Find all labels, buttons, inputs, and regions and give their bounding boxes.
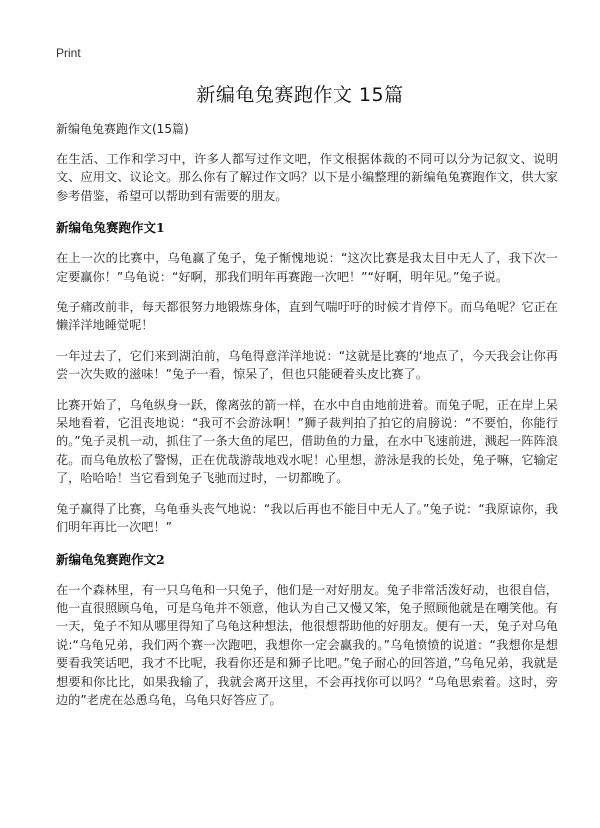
- section-1-paragraph-2: 兔子痛改前非，每天都很努力地锻炼身体，直到气喘吁吁的时候才肯停下。而乌龟呢？它正在懒洋洋地睡觉呢！: [56, 300, 558, 333]
- section-1-paragraph-5: 兔子赢得了比赛，乌龟垂头丧气地说：“我以后再也不能目中无人了。”兔子说：“我原谅你，我们明年再比一次吧！”: [56, 501, 558, 535]
- section-1-paragraph-4: 比赛开始了，乌龟纵身一跃，像离弦的箭一样，在水中自由地前进着。而兔子呢，正在岸上呆呆地看着，它沮丧地说：“我可不会游泳啊！”狮子裁判拍了拍它的肩膀说：“不要怕，你能行的。”兔子灵机一动，抓住了一条大鱼的尾巴，借助鱼的力量，在水中飞速前进，溅起一阵阵浪花。而乌龟放松了警惕，正在优哉游哉地戏水呢！心里想，游泳是我的长处，兔子嘛，它输定了，哈哈哈！当它看到兔子飞驰而过时，一切都晚了。: [56, 397, 558, 486]
- section-heading-2: 新编龟兔赛跑作文2: [56, 551, 165, 567]
- section-1-paragraph-3: 一年过去了，它们来到湖泊前，乌龟得意洋洋地说：“这就是比赛的‘地点了，今天我会让你再尝一次失败的滋味！”兔子一看，惊呆了，但也只能硬着头皮比赛了。: [56, 348, 558, 382]
- document-subtitle: 新编龟兔赛跑作文(15篇): [56, 122, 189, 136]
- document-body: [56, 120, 558, 721]
- section-2-paragraph-1: 在一个森林里，有一只乌龟和一只兔子，他们是一对好朋友。兔子非常活泼好动，也很自信，他一直很照顾乌龟，可是乌龟并不领意，他认为自己又慢又笨，兔子照顾他就是在嘲笑他。有一天，兔子不知从哪里得知了乌龟这种想法，他很想帮助他的好朋友。便有一天，兔子对乌龟说:“乌龟兄弟，我们两个赛一次跑吧，我想你一定会赢我的。”乌龟愤愤的说道：“我想你是想要看我笑话吧，我才不比呢，我看你还是和狮子比吧。”兔子耐心的回答道，”乌龟兄弟，我就是想要和你比比，如果我输了，我就会离开这里，不会再找你可以吗？“乌龟思索着。这时，旁边的”老虎在怂恿乌龟，乌龟只好答应了。: [56, 582, 558, 707]
- section-heading-1: 新编龟兔赛跑作文1: [56, 220, 165, 236]
- document-title: 新编龟兔赛跑作文 15篇: [196, 84, 404, 106]
- print-link[interactable]: Print: [56, 46, 81, 60]
- section-1-paragraph-1: 在上一次的比赛中，乌龟赢了兔子，兔子惭愧地说：“这次比赛是我太目中无人了，我下次一定要赢你！”乌龟说：“好啊，那我们明年再赛跑一次吧！”“好啊，明年见。”兔子说。: [56, 251, 558, 284]
- intro-paragraph: 在生活、工作和学习中，许多人都写过作文吧，作文根据体裁的不同可以分为记叙文、说明文、应用文、议论文。那么你有了解过作文吗？以下是小编整理的新编龟兔赛跑作文，供大家参考借鉴，希望可以帮助到有需要的朋友。: [56, 152, 558, 203]
